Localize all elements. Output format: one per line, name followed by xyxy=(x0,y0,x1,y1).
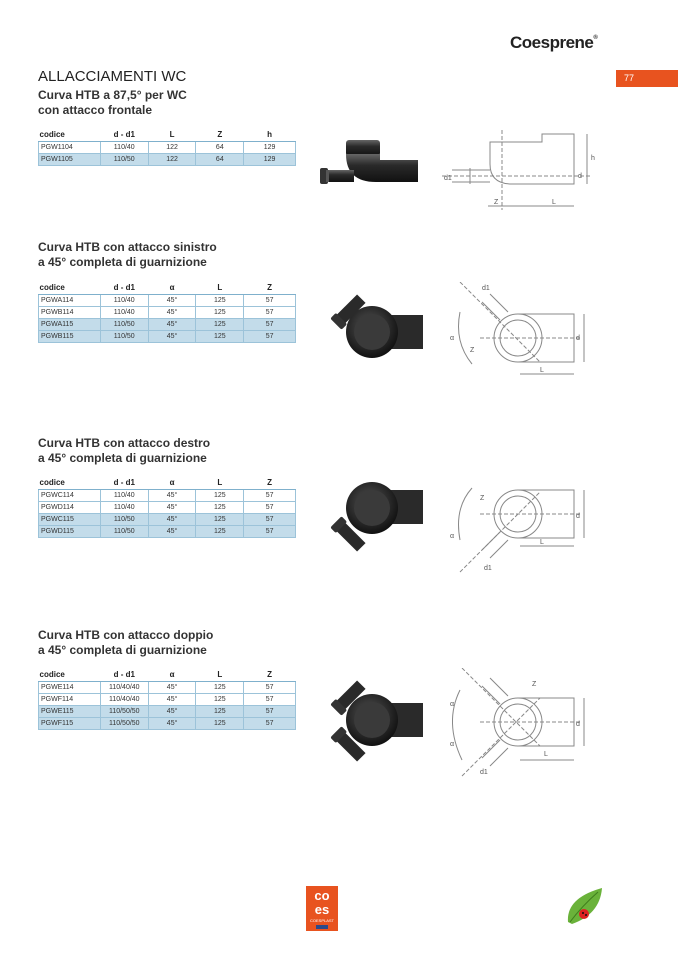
svg-text:d1: d1 xyxy=(482,285,490,292)
technical-drawing-frontal xyxy=(442,130,602,216)
product-photo-left xyxy=(320,285,424,365)
product-photo-right xyxy=(320,478,424,563)
product-photo-frontal xyxy=(316,130,420,200)
table-row: PGWA115 110/50 45° 125 57 xyxy=(39,319,296,331)
table-row: PGWC114 110/40 45° 125 57 xyxy=(39,490,296,502)
table-row: PGWB114 110/40 45° 125 57 xyxy=(39,307,296,319)
svg-text:co: co xyxy=(314,888,330,903)
table-row: PGWB115 110/50 45° 125 57 xyxy=(39,331,296,343)
svg-text:h: h xyxy=(591,155,595,162)
svg-text:α: α xyxy=(450,701,455,708)
svg-text:es: es xyxy=(314,902,330,917)
section-title: Curva HTB con attacco doppio a 45° completa di guarnizione xyxy=(38,628,214,657)
svg-text:d1: d1 xyxy=(480,769,488,776)
svg-text:d: d xyxy=(576,335,580,342)
eco-leaf-icon xyxy=(562,884,606,928)
table-row: PGWD114 110/40 45° 125 57 xyxy=(39,502,296,514)
spec-table: codice d - d1 L Z h PGW1104 110/40 122 64 129 PGW1105 110/50 122 64 129 xyxy=(38,129,296,166)
svg-text:d1: d1 xyxy=(444,175,452,182)
svg-text:d: d xyxy=(576,721,580,728)
coes-logo xyxy=(306,886,338,931)
table-row: PGW1104 110/40 122 64 129 xyxy=(39,142,296,154)
technical-drawing-double xyxy=(440,668,590,780)
spec-table: codice d - d1 α L Z PGWA114 110/40 45° 125 57 PGWB114 110/40 45° 125 57 PGWA115 110/50 45° 125 57 PGWB115 110/50 45° 125 57 xyxy=(38,282,296,343)
svg-text:L: L xyxy=(540,539,544,546)
table-row: PGWF115 110/50/50 45° 125 57 xyxy=(39,718,296,730)
svg-text:d1: d1 xyxy=(484,565,492,572)
section-title: Curva HTB con attacco sinistro a 45° completa di guarnizione xyxy=(38,240,217,269)
spec-table: codice d - d1 α L Z PGWE114 110/40/40 45° 125 57 PGWF114 110/40/40 45° 125 57 PGWE115 110/50/50 45° 125 57 PGWF115 110/50/50 45° 125 57 xyxy=(38,669,296,730)
spec-table: codice d - d1 α L Z PGWC114 110/40 45° 125 57 PGWD114 110/40 45° 125 57 PGWC115 110/50 45° 125 57 PGWD115 110/50 45° 125 57 xyxy=(38,477,296,538)
table-row: PGWC115 110/50 45° 125 57 xyxy=(39,514,296,526)
svg-text:Z: Z xyxy=(532,681,537,688)
technical-drawing-left xyxy=(440,282,590,382)
product-photo-double xyxy=(320,668,424,772)
svg-text:d: d xyxy=(578,173,582,180)
svg-text:L: L xyxy=(544,751,548,758)
section-title: Curva HTB con attacco destro a 45° completa di guarnizione xyxy=(38,436,211,465)
svg-text:d: d xyxy=(576,513,580,520)
svg-text:Z: Z xyxy=(480,495,485,502)
table-row: PGWE114 110/40/40 45° 125 57 xyxy=(39,682,296,694)
table-row: PGWF114 110/40/40 45° 125 57 xyxy=(39,694,296,706)
page-title: ALLACCIAMENTI WC xyxy=(38,68,187,85)
table-row: PGWE115 110/50/50 45° 125 57 xyxy=(39,706,296,718)
svg-text:L: L xyxy=(552,199,556,206)
svg-text:L: L xyxy=(540,367,544,374)
svg-text:Z: Z xyxy=(494,199,499,206)
technical-drawing-right xyxy=(440,478,590,578)
brand-logo: Coesprene® xyxy=(510,33,598,52)
svg-text:α: α xyxy=(450,335,455,342)
table-row: PGW1105 110/50 122 64 129 xyxy=(39,154,296,166)
svg-text:α: α xyxy=(450,533,455,540)
svg-text:COESPLAST: COESPLAST xyxy=(309,918,335,923)
svg-text:α: α xyxy=(450,741,455,748)
section-title: Curva HTB a 87,5° per WC con attacco frontale xyxy=(38,88,187,117)
svg-text:Z: Z xyxy=(470,347,475,354)
table-row: PGWA114 110/40 45° 125 57 xyxy=(39,295,296,307)
page-number-tab: 77 xyxy=(616,70,678,87)
table-row: PGWD115 110/50 45° 125 57 xyxy=(39,526,296,538)
